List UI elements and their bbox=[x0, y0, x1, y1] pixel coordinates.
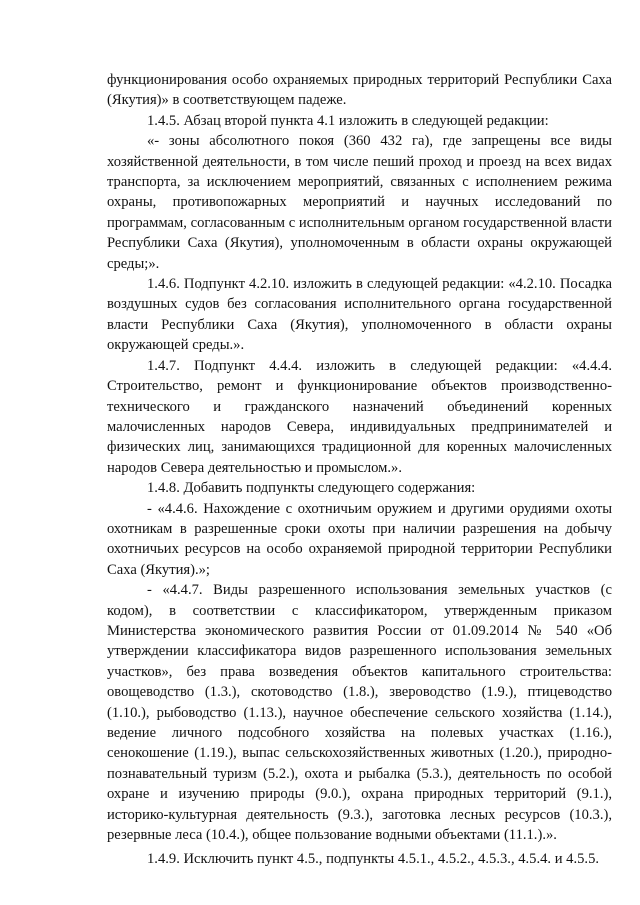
paragraph-1-4-5: 1.4.5. Абзац второй пункта 4.1 изложить в следующей редакции: bbox=[147, 112, 549, 129]
paragraph-quote-4-1: «- зоны абсолютного покоя (360 432 га), где запрещены все виды хозяйственной деятельности, в том числе пеший проход и проезд на всех видах транспорта, за исключением мероприятий, связанных с исполнением режима охраны, противопожарных мероприятий и научных исследований по программам, согласованным с исполнительным органом государственной власти Республики Саха (Якутия), уполномоченным в области охраны окружающей среды;». bbox=[107, 133, 612, 272]
paragraph-1-4-8: 1.4.8. Добавить подпункты следующего содержания: bbox=[147, 480, 476, 497]
paragraph-1-4-6: 1.4.6. Подпункт 4.2.10. изложить в следующей редакции: «4.2.10. Посадка воздушных судов без согласования исполнительного органа государственной власти Республики Саха (Якутия), уполномоченного в области охраны окружающей среды.». bbox=[107, 276, 612, 354]
paragraph-continuation: функционирования особо охраняемых природных территорий Республики Саха (Якутия)» в соответствующем падеже. bbox=[107, 72, 612, 109]
paragraph-4-4-6: - «4.4.6. Нахождение с охотничьим оружием и другими орудиями охоты охотникам в разрешенные сроки охоты при наличии разрешения на добычу охотничьих ресурсов на особо охраняемой природной территории Республики Саха (Якутия).»; bbox=[107, 500, 612, 578]
paragraph-4-4-7: - «4.4.7. Виды разрешенного использования земельных участков (с кодом), в соответствии с классификатором, утвержденным приказом Министерства экономического развития России от 01.09.2014 № 540 «Об утверждении классификатора видов разрешенного использования земельных участков», без права возведения объектов капитального строительства: овощеводство (1.3.), скотоводство (1.8.), звероводство (1.9.), птицеводство (1.10.), рыбоводство (1.13.), научное обеспечение сельского хозяйства (1.14.), ведение личного подсобного хозяйства на полевых участках (1.16.), сенокошение (1.19.), выпас сельскохозяйственных животных (1.20.), природно-познавательный туризм (5.2.), охота и рыбалка (5.3.), деятельность по особой охране и изучению природы (9.0.), охрана природных территорий (9.1.), историко-культурная деятельность (9.3.), заготовка лесных ресурсов (10.3.), резервные леса (10.4.), общее пользование водными объектами (11.1.).». bbox=[107, 582, 612, 844]
paragraph-1-4-9: 1.4.9. Исключить пункт 4.5., подпункты 4.5.1., 4.5.2., 4.5.3., 4.5.4. и 4.5.5. bbox=[147, 851, 600, 868]
paragraph-1-4-7: 1.4.7. Подпункт 4.4.4. изложить в следующей редакции: «4.4.4. Строительство, ремонт и функционирование объектов производственно-технического и гражданского назначений объединений коренных малочисленных народов Севера, индивидуальных предпринимателей и физических лиц, занимающихся традиционной для коренных малочисленных народов Севера деятельностью и промыслом.». bbox=[107, 357, 612, 476]
document-body bbox=[107, 70, 612, 870]
